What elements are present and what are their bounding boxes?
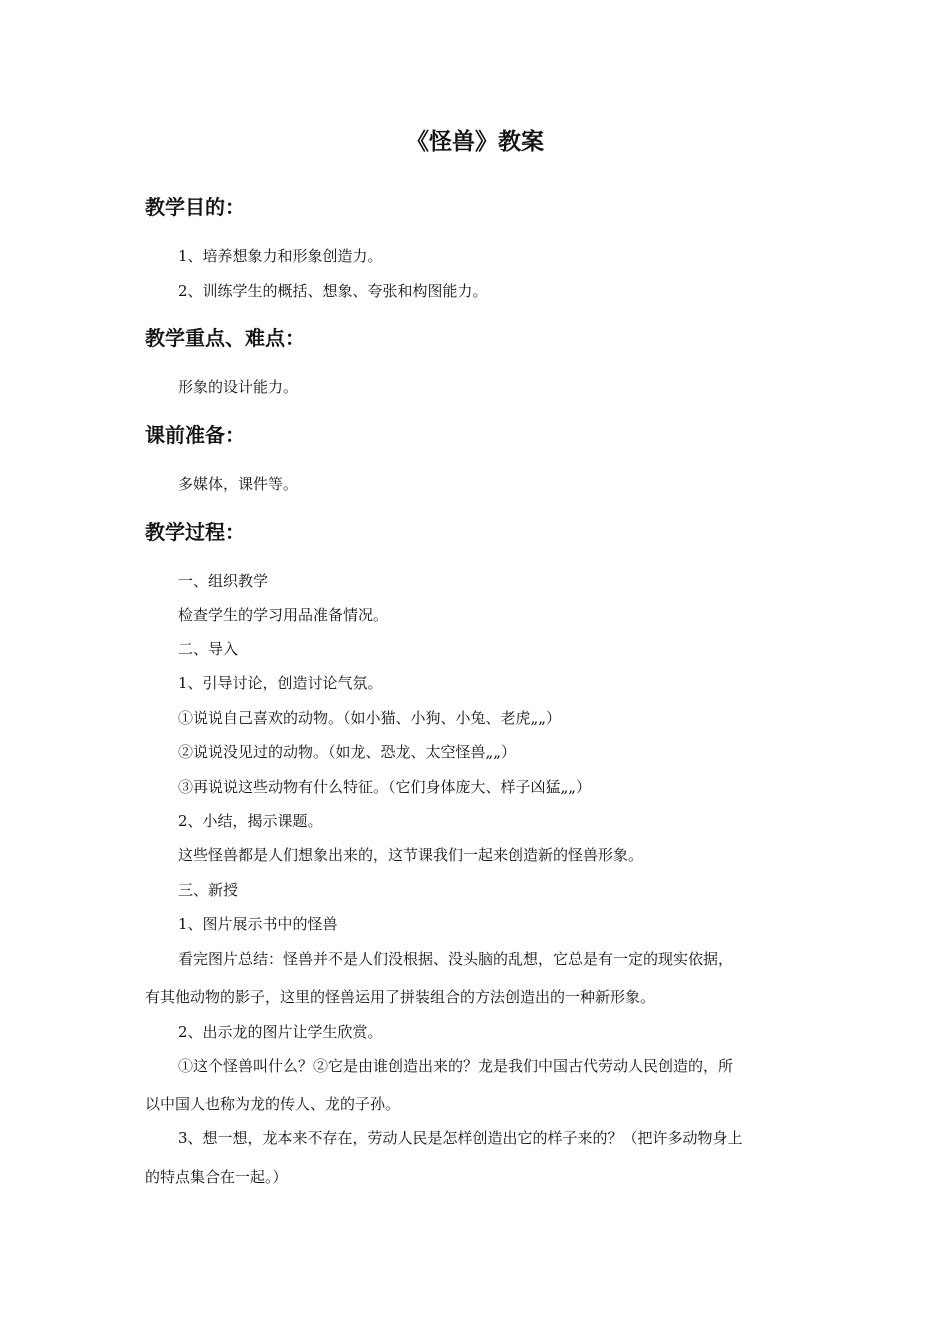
process-line: 二、导入 bbox=[178, 640, 239, 658]
process-line: 2、小结，揭示课题。 bbox=[178, 812, 323, 830]
process-line: 的特点集合在一起。） bbox=[145, 1168, 288, 1186]
process-line: ①这个怪兽叫什么？②它是由谁创造出来的？龙是我们中国古代劳动人民创造的，所 bbox=[178, 1057, 734, 1075]
process-line: 看完图片总结：怪兽并不是人们没根据、没头脑的乱想，它总是有一定的现实依据， bbox=[178, 950, 734, 968]
process-heading: 教学过程： bbox=[145, 520, 245, 544]
process-line: 三、新授 bbox=[178, 881, 239, 899]
process-line: 3、想一想，龙本来不存在，劳动人民是怎样创造出它的样子来的？（把许多动物身上 bbox=[178, 1129, 743, 1147]
process-line: 检查学生的学习用品准备情况。 bbox=[178, 606, 389, 624]
process-line: 1、图片展示书中的怪兽 bbox=[178, 915, 338, 933]
process-line: 1、引导讨论，创造讨论气氛。 bbox=[178, 674, 383, 692]
process-line: 2、出示龙的图片让学生欣赏。 bbox=[178, 1023, 383, 1041]
key-points-heading: 教学重点、难点： bbox=[145, 326, 305, 350]
process-line: ①说说自己喜欢的动物。（如小猫、小狗、小兔、老虎„„） bbox=[178, 709, 562, 727]
key-points-text: 形象的设计能力。 bbox=[178, 378, 299, 396]
objective-item-1: 1、培养想象力和形象创造力。 bbox=[178, 247, 383, 265]
document-title: 《怪兽》教案 bbox=[406, 129, 544, 155]
process-line: ③再说说这些动物有什么特征。（它们身体庞大、样子凶猛„„） bbox=[178, 778, 592, 796]
process-line: 有其他动物的影子，这里的怪兽运用了拼装组合的方法创造出的一种新形象。 bbox=[145, 988, 656, 1006]
preparation-text: 多媒体，课件等。 bbox=[178, 475, 299, 493]
process-line: 以中国人也称为龙的传人、龙的子孙。 bbox=[145, 1095, 401, 1113]
process-line: ②说说没见过的动物。（如龙、恐龙、太空怪兽„„） bbox=[178, 743, 517, 761]
process-line: 一、组织教学 bbox=[178, 572, 269, 590]
preparation-heading: 课前准备： bbox=[145, 423, 245, 447]
objective-item-2: 2、训练学生的概括、想象、夸张和构图能力。 bbox=[178, 282, 488, 300]
objectives-heading: 教学目的： bbox=[145, 195, 245, 219]
process-line: 这些怪兽都是人们想象出来的，这节课我们一起来创造新的怪兽形象。 bbox=[178, 846, 644, 864]
